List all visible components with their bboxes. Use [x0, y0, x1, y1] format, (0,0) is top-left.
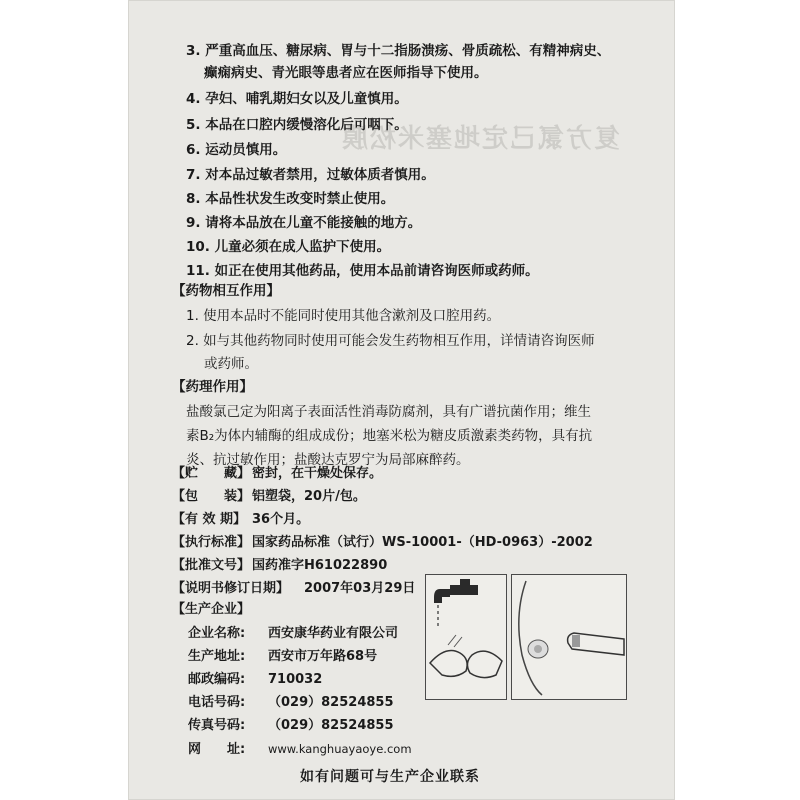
leaflet-sheet [128, 0, 675, 800]
package-value: 铝塑袋，20片/包。 [252, 489, 366, 504]
precaution-6: 6. 运动员慎用。 [186, 142, 287, 158]
expiry-field [172, 510, 309, 530]
precaution-9: 9. 请将本品放在儿童不能接触的地方。 [186, 215, 422, 231]
mouth-icon [512, 575, 626, 699]
revision-date-value: 2007年03月29日 [304, 581, 416, 596]
precaution-3a: 3. 严重高血压、糖尿病、胃与十二指肠溃疡、骨质疏松、有精神病史、 [186, 43, 611, 59]
expiry-label: 【有 效 期】 [172, 512, 247, 527]
precaution-8: 8. 本品性状发生改变时禁止使用。 [186, 191, 395, 207]
precaution-7: 7. 对本品过敏者禁用，过敏体质者慎用。 [186, 167, 435, 183]
faucet-hands-icon [426, 575, 506, 699]
storage-value: 密封，在干燥处保存。 [252, 466, 383, 481]
phone-row [188, 693, 394, 713]
fax-value: （029）82524855 [268, 718, 394, 733]
phone-value: （029）82524855 [268, 695, 394, 710]
precaution-5: 5. 本品在口腔内缓慢溶化后可咽下。 [186, 117, 408, 133]
package-field [172, 487, 366, 507]
pharmacology-heading: 【药理作用】 [172, 379, 253, 395]
contact-footer: 如有问题可与生产企业联系 [300, 769, 480, 785]
show-through-text: 复方氯己定地塞米松膜 [340, 124, 621, 154]
expiry-value: 36个月。 [252, 512, 310, 527]
fax-row [188, 716, 394, 736]
interaction-1: 1. 使用本品时不能同时使用其他含漱剂及口腔用药。 [186, 308, 501, 324]
pharmacology-line-3: 炎、抗过敏作用；盐酸达克罗宁为局部麻醉药。 [186, 452, 470, 468]
precaution-10: 10. 儿童必须在成人监护下使用。 [186, 239, 391, 255]
mouth-application-illustration [511, 574, 627, 700]
company-name-row [188, 624, 398, 644]
address-value: 西安市万年路68号 [268, 649, 378, 664]
postcode-value: 710032 [268, 672, 323, 687]
website-row [188, 739, 412, 760]
standard-label: 【执行标准】 [172, 535, 251, 550]
website-label: 网 址: [188, 742, 246, 757]
package-label: 【包 装】 [172, 489, 251, 504]
revision-date-field [172, 579, 415, 599]
revision-date-label: 【说明书修订日期】 [172, 581, 290, 596]
postcode-row [188, 670, 322, 690]
address-row [188, 647, 377, 667]
phone-label: 电话号码: [188, 695, 246, 710]
handwash-illustration [425, 574, 507, 700]
pharmacology-line-1: 盐酸氯己定为阳离子表面活性消毒防腐剂，具有广谱抗菌作用；维生 [186, 404, 591, 420]
interaction-2-cont: 或药师。 [204, 356, 258, 372]
storage-label: 【贮 藏】 [172, 466, 251, 481]
precaution-4: 4. 孕妇、哺乳期妇女以及儿童慎用。 [186, 91, 408, 107]
address-label: 生产地址: [188, 649, 246, 664]
standard-field [172, 533, 593, 553]
interactions-heading: 【药物相互作用】 [172, 283, 280, 299]
approval-field [172, 556, 387, 576]
manufacturer-heading: 【生产企业】 [172, 602, 251, 617]
precaution-3b: 癫痫病史、青光眼等患者应在医师指导下使用。 [204, 65, 488, 81]
fax-label: 传真号码: [188, 718, 246, 733]
postcode-label: 邮政编码: [188, 672, 246, 687]
precaution-11: 11. 如正在使用其他药品，使用本品前请咨询医师或药师。 [186, 263, 539, 279]
company-name-value: 西安康华药业有限公司 [268, 626, 399, 641]
approval-value: 国药准字H61022890 [252, 558, 388, 573]
website-value: www.kanghuayaoye.com [268, 742, 412, 756]
approval-label: 【批准文号】 [172, 558, 251, 573]
company-name-label: 企业名称: [188, 626, 246, 641]
interaction-2: 2. 如与其他药物同时使用可能会发生药物相互作用，详情请咨询医师 [186, 333, 595, 349]
pharmacology-line-2: 素B₂为体内辅酶的组成成份；地塞米松为糖皮质激素类药物，具有抗 [186, 428, 593, 444]
standard-value: 国家药品标准（试行）WS-10001-（HD-0963）-2002 [252, 535, 593, 550]
storage-field [172, 464, 382, 484]
